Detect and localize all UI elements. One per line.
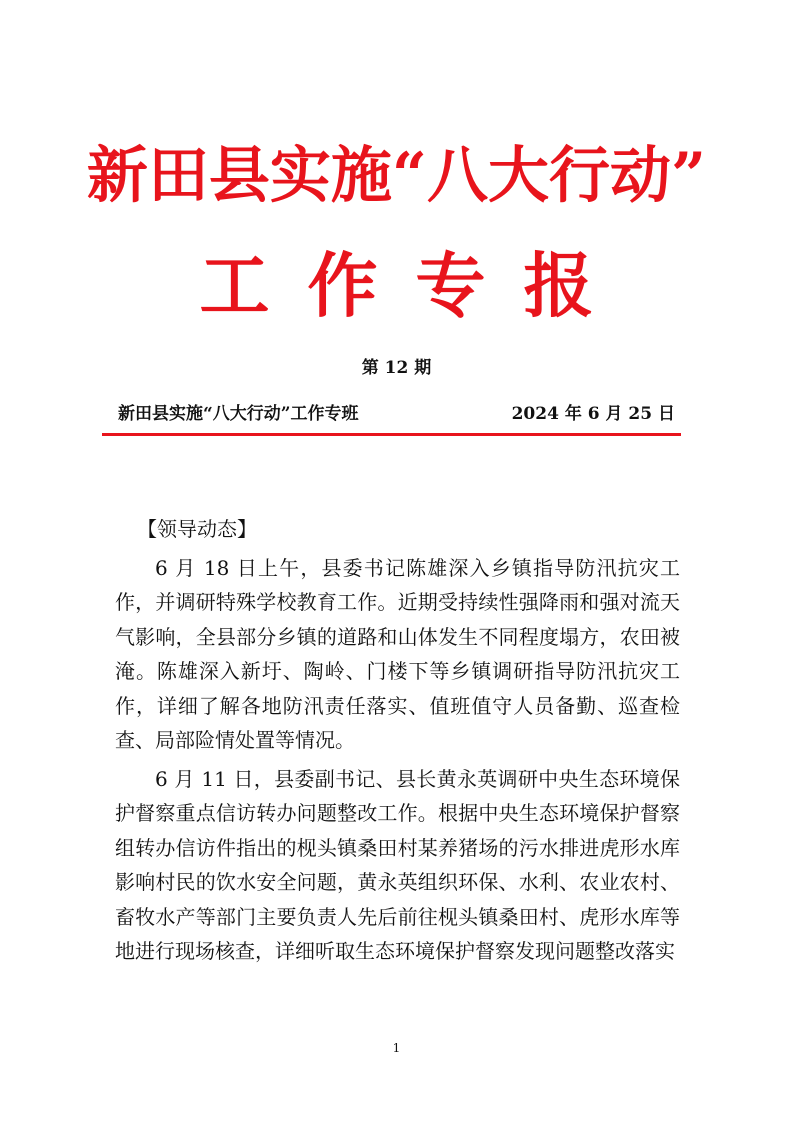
paragraph: 6 月 11 日，县委副书记、县长黄永英调研中央生态环境保护督察重点信访转办问题整改工作。根据中央生态环境保护督察组转办信访件指出的枧头镇桑田村某养猪场的污水排进虎形水库影响村民的饮水安全问题，黄永英组织环保、水利、农业农村、畜牧水产等部门主要负责人先后前往枧头镇桑田村、虎形水库等地进行现场核查，详细听取生态环境保护督察发现问题整改落实 xyxy=(115,766,680,963)
page-number: 1 xyxy=(392,1041,401,1055)
issue-number: 第 12 期 xyxy=(361,358,432,378)
paragraph: 6 月 18 日上午，县委书记陈雄深入乡镇指导防汛抗灾工作，并调研特殊学校教育工作。近期受持续性强降雨和强对流天气影响，全县部分乡镇的道路和山体发生不同程度塌方，农田被淹。陈雄深入新圩、陶岭、门楼下等乡镇调研指导防汛抗灾工作，详细了解各地防汛责任落实、值班值守人员备勤、巡查检查、局部险情处置等情况。 xyxy=(115,555,680,752)
header-divider xyxy=(102,433,681,436)
publisher: 新田县实施“八大行动”工作专班 xyxy=(118,404,359,424)
report-title-line2: 工作专报 xyxy=(199,244,632,327)
section-title: 【领导动态】 xyxy=(137,517,257,541)
body-content xyxy=(115,512,680,969)
publish-date: 2024 年 6 月 25 日 xyxy=(511,404,675,424)
report-title-line1: 新田县实施“八大行动” xyxy=(86,140,707,211)
